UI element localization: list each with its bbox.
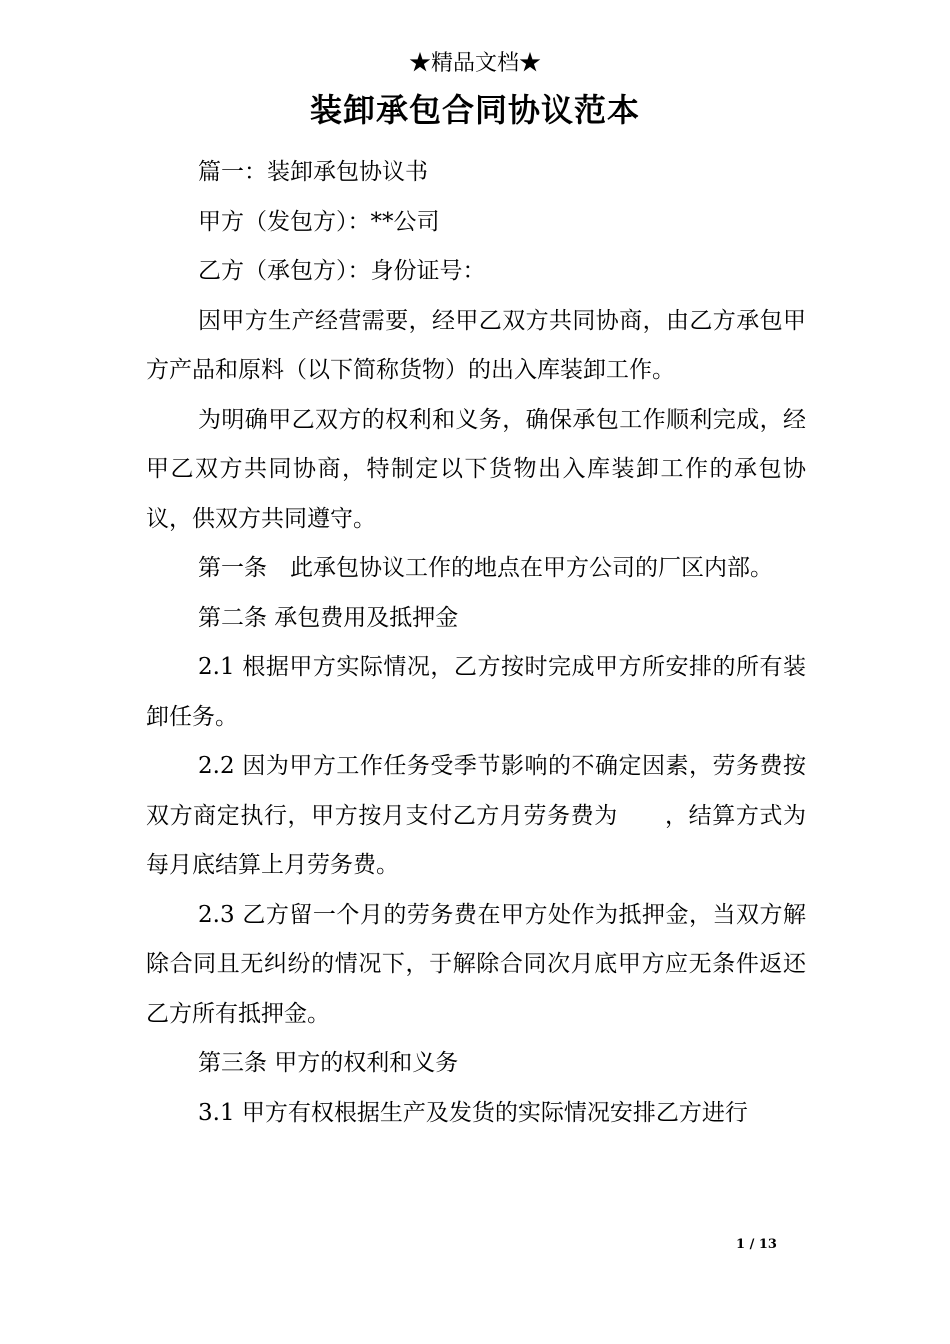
article-2-heading: 第二条 承包费用及抵押金 <box>198 604 459 631</box>
paragraph: 因甲方生产经营需要，经甲乙双方共同协商，由乙方承包甲方产品和原料（以下简称货物）的出入库装卸工作。 <box>146 307 806 383</box>
section-heading: 篇一：装卸承包协议书 <box>198 159 428 185</box>
clause-3-1: 3.1 甲方有权根据生产及发货的实际情况安排乙方进行 <box>198 1099 748 1126</box>
party-a-line: 甲方（发包方）：**公司 <box>198 208 440 235</box>
document-body <box>146 148 806 1138</box>
clause-2-1: 2.1 根据甲方实际情况，乙方按时完成甲方所安排的所有装卸任务。 <box>146 654 806 730</box>
page-indicator: 1 / 13 <box>736 1237 777 1252</box>
header-mark: ★精品文档★ <box>408 51 541 76</box>
paragraph: 为明确甲乙双方的权利和义务，确保承包工作顺利完成，经甲乙双方共同协商，特制定以下货物出入库装卸工作的承包协议，供双方共同遵守。 <box>146 406 806 532</box>
clause-2-2: 2.2 因为甲方工作任务受季节影响的不确定因素，劳务费按双方商定执行，甲方按月支付乙方月劳务费为 ，结算方式为每月底结算上月劳务费。 <box>146 753 806 878</box>
party-b-line: 乙方（承包方）：身份证号： <box>198 258 486 284</box>
document-title: 装卸承包合同协议范本 <box>309 91 640 129</box>
clause-2-3: 2.3 乙方留一个月的劳务费在甲方处作为抵押金，当双方解除合同且无纠纷的情况下，于解除合同次月底甲方应无条件返还乙方所有抵押金。 <box>146 901 806 1027</box>
article-3-heading: 第三条 甲方的权利和义务 <box>198 1050 459 1076</box>
article-1: 第一条 此承包协议工作的地点在甲方公司的厂区内部。 <box>198 555 773 581</box>
